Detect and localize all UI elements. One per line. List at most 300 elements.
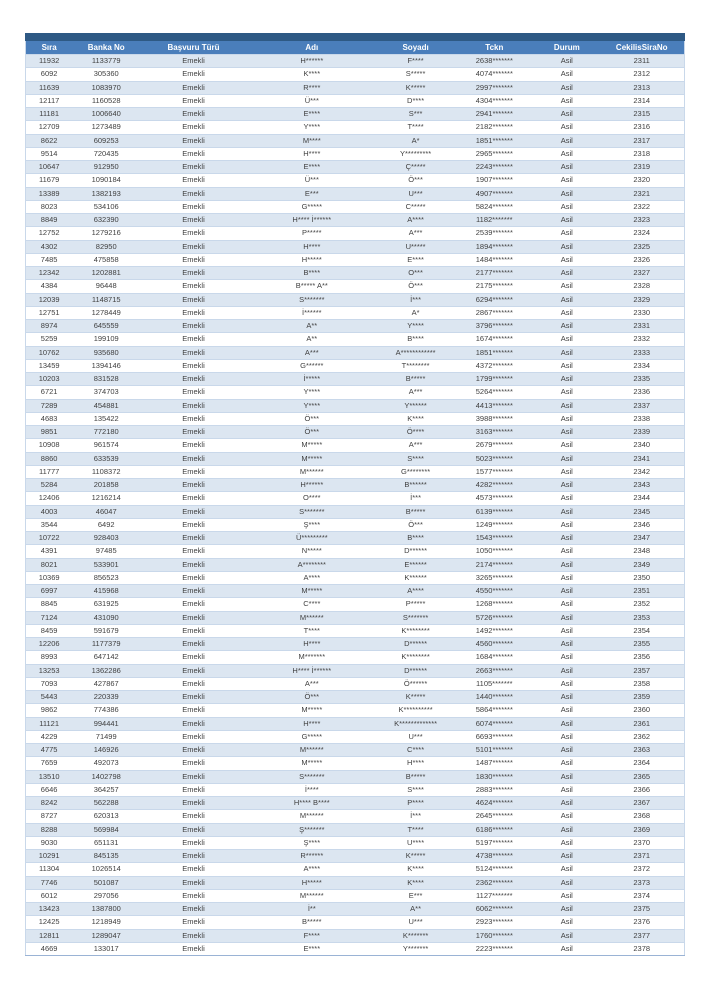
cell-cekilis-sira-no: 2364 bbox=[599, 757, 684, 770]
cell-cekilis-sira-no: 2320 bbox=[599, 174, 684, 187]
cell-adi: M****** bbox=[247, 611, 377, 624]
table-row bbox=[26, 532, 685, 545]
table-row bbox=[26, 320, 685, 333]
cell-adi: H**** B**** bbox=[247, 797, 377, 810]
cell-banka-no: 1273489 bbox=[72, 121, 140, 134]
table-row bbox=[26, 903, 685, 916]
cell-sira: 7093 bbox=[26, 677, 73, 690]
cell-tckn: 5264******* bbox=[454, 386, 534, 399]
cell-adi: B***** A** bbox=[247, 280, 377, 293]
cell-banka-no: 374703 bbox=[72, 386, 140, 399]
cell-adi: T**** bbox=[247, 624, 377, 637]
cell-banka-no: 82950 bbox=[72, 240, 140, 253]
cell-basvuru-turu: Emekli bbox=[140, 757, 247, 770]
cell-adi: Ö*** bbox=[247, 426, 377, 439]
cell-durum: Asil bbox=[534, 598, 599, 611]
cell-soyadi: K**** bbox=[377, 876, 455, 889]
cell-soyadi: A* bbox=[377, 306, 455, 319]
cell-sira: 5259 bbox=[26, 333, 73, 346]
cell-adi: S******* bbox=[247, 505, 377, 518]
cell-soyadi: A*** bbox=[377, 227, 455, 240]
cell-basvuru-turu: Emekli bbox=[140, 108, 247, 121]
cell-sira: 6012 bbox=[26, 889, 73, 902]
cell-soyadi: Ö*** bbox=[377, 174, 455, 187]
cell-sira: 13423 bbox=[26, 903, 73, 916]
table-row bbox=[26, 757, 685, 770]
cell-basvuru-turu: Emekli bbox=[140, 651, 247, 664]
cell-soyadi: K***** bbox=[377, 850, 455, 863]
cell-tckn: 1127******* bbox=[454, 889, 534, 902]
cell-sira: 8023 bbox=[26, 200, 73, 213]
cell-durum: Asil bbox=[534, 638, 599, 651]
cell-cekilis-sira-no: 2343 bbox=[599, 479, 684, 492]
cell-sira: 7659 bbox=[26, 757, 73, 770]
cell-durum: Asil bbox=[534, 134, 599, 147]
cell-soyadi: A*** bbox=[377, 439, 455, 452]
cell-durum: Asil bbox=[534, 757, 599, 770]
cell-tckn: 1105******* bbox=[454, 677, 534, 690]
cell-tckn: 4413******* bbox=[454, 399, 534, 412]
cell-basvuru-turu: Emekli bbox=[140, 492, 247, 505]
table-row bbox=[26, 585, 685, 598]
cell-banka-no: 534106 bbox=[72, 200, 140, 213]
cell-sira: 6646 bbox=[26, 783, 73, 796]
cell-soyadi: C**** bbox=[377, 744, 455, 757]
cell-cekilis-sira-no: 2335 bbox=[599, 373, 684, 386]
table-row bbox=[26, 770, 685, 783]
cell-adi: M****** bbox=[247, 744, 377, 757]
table-row bbox=[26, 134, 685, 147]
cell-basvuru-turu: Emekli bbox=[140, 426, 247, 439]
cell-banka-no: 492073 bbox=[72, 757, 140, 770]
cell-tckn: 2997******* bbox=[454, 81, 534, 94]
cell-durum: Asil bbox=[534, 479, 599, 492]
cell-tckn: 1268******* bbox=[454, 598, 534, 611]
cell-cekilis-sira-no: 2332 bbox=[599, 333, 684, 346]
cell-soyadi: A**** bbox=[377, 585, 455, 598]
cell-basvuru-turu: Emekli bbox=[140, 386, 247, 399]
cell-adi: M***** bbox=[247, 439, 377, 452]
cell-adi: C**** bbox=[247, 598, 377, 611]
cell-durum: Asil bbox=[534, 916, 599, 929]
cell-soyadi: A** bbox=[377, 903, 455, 916]
cell-sira: 8845 bbox=[26, 598, 73, 611]
cell-banka-no: 1218949 bbox=[72, 916, 140, 929]
table-row bbox=[26, 929, 685, 942]
cell-adi: M**** bbox=[247, 134, 377, 147]
cell-soyadi: S***** bbox=[377, 68, 455, 81]
cell-adi: H****** bbox=[247, 479, 377, 492]
cell-adi: B**** bbox=[247, 267, 377, 280]
table-row bbox=[26, 677, 685, 690]
table-row bbox=[26, 200, 685, 213]
cell-durum: Asil bbox=[534, 505, 599, 518]
cell-basvuru-turu: Emekli bbox=[140, 677, 247, 690]
cell-soyadi: S**** bbox=[377, 452, 455, 465]
results-table bbox=[25, 41, 685, 956]
cell-banka-no: 1216214 bbox=[72, 492, 140, 505]
cell-soyadi: B***** bbox=[377, 770, 455, 783]
table-row bbox=[26, 638, 685, 651]
cell-soyadi: O*** bbox=[377, 267, 455, 280]
cell-sira: 8242 bbox=[26, 797, 73, 810]
cell-tckn: 5726******* bbox=[454, 611, 534, 624]
cell-tckn: 6186******* bbox=[454, 823, 534, 836]
cell-tckn: 5101******* bbox=[454, 744, 534, 757]
cell-adi: Ö*** bbox=[247, 412, 377, 425]
cell-tckn: 2223******* bbox=[454, 942, 534, 955]
cell-tckn: 2175******* bbox=[454, 280, 534, 293]
cell-cekilis-sira-no: 2350 bbox=[599, 571, 684, 584]
cell-cekilis-sira-no: 2352 bbox=[599, 598, 684, 611]
column-header-cekilis-sira-no: CekilisSiraNo bbox=[599, 41, 684, 55]
cell-banka-no: 454881 bbox=[72, 399, 140, 412]
cell-sira: 9514 bbox=[26, 147, 73, 160]
cell-durum: Asil bbox=[534, 942, 599, 955]
table-row bbox=[26, 704, 685, 717]
cell-soyadi: Ö*** bbox=[377, 518, 455, 531]
cell-soyadi: K********** bbox=[377, 704, 455, 717]
cell-cekilis-sira-no: 2358 bbox=[599, 677, 684, 690]
cell-cekilis-sira-no: 2362 bbox=[599, 730, 684, 743]
cell-durum: Asil bbox=[534, 399, 599, 412]
cell-soyadi: P***** bbox=[377, 598, 455, 611]
cell-sira: 8727 bbox=[26, 810, 73, 823]
cell-durum: Asil bbox=[534, 94, 599, 107]
cell-basvuru-turu: Emekli bbox=[140, 532, 247, 545]
cell-sira: 4302 bbox=[26, 240, 73, 253]
cell-sira: 12751 bbox=[26, 306, 73, 319]
cell-cekilis-sira-no: 2336 bbox=[599, 386, 684, 399]
table-row bbox=[26, 558, 685, 571]
cell-cekilis-sira-no: 2345 bbox=[599, 505, 684, 518]
cell-sira: 8288 bbox=[26, 823, 73, 836]
cell-adi: R**** bbox=[247, 81, 377, 94]
cell-basvuru-turu: Emekli bbox=[140, 359, 247, 372]
table-row bbox=[26, 161, 685, 174]
cell-tckn: 2663******* bbox=[454, 664, 534, 677]
cell-banka-no: 1026514 bbox=[72, 863, 140, 876]
cell-basvuru-turu: Emekli bbox=[140, 691, 247, 704]
cell-cekilis-sira-no: 2317 bbox=[599, 134, 684, 147]
cell-cekilis-sira-no: 2325 bbox=[599, 240, 684, 253]
cell-soyadi: G******** bbox=[377, 465, 455, 478]
cell-tckn: 1851******* bbox=[454, 134, 534, 147]
table-row bbox=[26, 518, 685, 531]
cell-adi: K**** bbox=[247, 68, 377, 81]
cell-banka-no: 305360 bbox=[72, 68, 140, 81]
column-header-basvuru-turu: Başvuru Türü bbox=[140, 41, 247, 55]
cell-tckn: 6294******* bbox=[454, 293, 534, 306]
cell-banka-no: 632390 bbox=[72, 214, 140, 227]
cell-soyadi: D****** bbox=[377, 638, 455, 651]
cell-banka-no: 1006640 bbox=[72, 108, 140, 121]
cell-durum: Asil bbox=[534, 214, 599, 227]
table-row bbox=[26, 386, 685, 399]
cell-durum: Asil bbox=[534, 518, 599, 531]
table-row bbox=[26, 611, 685, 624]
cell-adi: N***** bbox=[247, 545, 377, 558]
cell-soyadi: Y********* bbox=[377, 147, 455, 160]
cell-cekilis-sira-no: 2372 bbox=[599, 863, 684, 876]
cell-sira: 4683 bbox=[26, 412, 73, 425]
table-row bbox=[26, 664, 685, 677]
cell-tckn: 2679******* bbox=[454, 439, 534, 452]
cell-tckn: 1894******* bbox=[454, 240, 534, 253]
cell-tckn: 4550******* bbox=[454, 585, 534, 598]
cell-basvuru-turu: Emekli bbox=[140, 333, 247, 346]
cell-sira: 12117 bbox=[26, 94, 73, 107]
cell-sira: 4669 bbox=[26, 942, 73, 955]
cell-adi: Y**** bbox=[247, 121, 377, 134]
cell-soyadi: C***** bbox=[377, 200, 455, 213]
cell-sira: 11121 bbox=[26, 717, 73, 730]
cell-basvuru-turu: Emekli bbox=[140, 598, 247, 611]
cell-cekilis-sira-no: 2361 bbox=[599, 717, 684, 730]
cell-soyadi: S*** bbox=[377, 108, 455, 121]
cell-sira: 8021 bbox=[26, 558, 73, 571]
cell-tckn: 1543******* bbox=[454, 532, 534, 545]
cell-banka-no: 935680 bbox=[72, 346, 140, 359]
cell-banka-no: 1362286 bbox=[72, 664, 140, 677]
cell-cekilis-sira-no: 2340 bbox=[599, 439, 684, 452]
cell-tckn: 4304******* bbox=[454, 94, 534, 107]
cell-basvuru-turu: Emekli bbox=[140, 214, 247, 227]
cell-sira: 8974 bbox=[26, 320, 73, 333]
cell-adi: E*** bbox=[247, 187, 377, 200]
table-header bbox=[26, 41, 685, 55]
cell-cekilis-sira-no: 2339 bbox=[599, 426, 684, 439]
table-row bbox=[26, 293, 685, 306]
table-row bbox=[26, 412, 685, 425]
cell-soyadi: K******** bbox=[377, 651, 455, 664]
cell-basvuru-turu: Emekli bbox=[140, 267, 247, 280]
column-header-adi: Adı bbox=[247, 41, 377, 55]
cell-basvuru-turu: Emekli bbox=[140, 293, 247, 306]
table-row bbox=[26, 214, 685, 227]
cell-basvuru-turu: Emekli bbox=[140, 585, 247, 598]
cell-sira: 4391 bbox=[26, 545, 73, 558]
table-row bbox=[26, 108, 685, 121]
cell-adi: Ş**** bbox=[247, 836, 377, 849]
cell-banka-no: 1279216 bbox=[72, 227, 140, 240]
cell-durum: Asil bbox=[534, 306, 599, 319]
table-row bbox=[26, 68, 685, 81]
cell-sira: 4003 bbox=[26, 505, 73, 518]
table-row bbox=[26, 797, 685, 810]
cell-soyadi: K***** bbox=[377, 691, 455, 704]
column-header-sira: Sıra bbox=[26, 41, 73, 55]
cell-adi: M****** bbox=[247, 465, 377, 478]
cell-banka-no: 1133779 bbox=[72, 55, 140, 68]
table-row bbox=[26, 121, 685, 134]
cell-basvuru-turu: Emekli bbox=[140, 200, 247, 213]
cell-sira: 13253 bbox=[26, 664, 73, 677]
cell-adi: A*** bbox=[247, 677, 377, 690]
cell-cekilis-sira-no: 2368 bbox=[599, 810, 684, 823]
cell-soyadi: E**** bbox=[377, 253, 455, 266]
table-row bbox=[26, 479, 685, 492]
column-header-tckn: Tckn bbox=[454, 41, 534, 55]
cell-basvuru-turu: Emekli bbox=[140, 797, 247, 810]
cell-banka-no: 1394146 bbox=[72, 359, 140, 372]
cell-banka-no: 1148715 bbox=[72, 293, 140, 306]
cell-durum: Asil bbox=[534, 439, 599, 452]
cell-tckn: 4573******* bbox=[454, 492, 534, 505]
cell-durum: Asil bbox=[534, 611, 599, 624]
cell-cekilis-sira-no: 2316 bbox=[599, 121, 684, 134]
table-row bbox=[26, 227, 685, 240]
cell-basvuru-turu: Emekli bbox=[140, 479, 247, 492]
cell-soyadi: U*** bbox=[377, 730, 455, 743]
cell-cekilis-sira-no: 2334 bbox=[599, 359, 684, 372]
cell-cekilis-sira-no: 2346 bbox=[599, 518, 684, 531]
cell-sira: 9030 bbox=[26, 836, 73, 849]
cell-banka-no: 1387800 bbox=[72, 903, 140, 916]
cell-sira: 10762 bbox=[26, 346, 73, 359]
cell-adi: M****** bbox=[247, 889, 377, 902]
cell-sira: 12039 bbox=[26, 293, 73, 306]
cell-tckn: 1492******* bbox=[454, 624, 534, 637]
cell-adi: Ü*** bbox=[247, 94, 377, 107]
cell-tckn: 1907******* bbox=[454, 174, 534, 187]
cell-tckn: 5023******* bbox=[454, 452, 534, 465]
cell-soyadi: U*** bbox=[377, 187, 455, 200]
cell-sira: 11932 bbox=[26, 55, 73, 68]
cell-basvuru-turu: Emekli bbox=[140, 320, 247, 333]
cell-basvuru-turu: Emekli bbox=[140, 903, 247, 916]
cell-adi: Ş**** bbox=[247, 518, 377, 531]
cell-basvuru-turu: Emekli bbox=[140, 624, 247, 637]
cell-banka-no: 720435 bbox=[72, 147, 140, 160]
cell-durum: Asil bbox=[534, 889, 599, 902]
cell-banka-no: 647142 bbox=[72, 651, 140, 664]
cell-cekilis-sira-no: 2324 bbox=[599, 227, 684, 240]
cell-soyadi: S**** bbox=[377, 783, 455, 796]
cell-sira: 10291 bbox=[26, 850, 73, 863]
cell-cekilis-sira-no: 2314 bbox=[599, 94, 684, 107]
cell-sira: 6721 bbox=[26, 386, 73, 399]
cell-soyadi: A************ bbox=[377, 346, 455, 359]
cell-banka-no: 133017 bbox=[72, 942, 140, 955]
cell-cekilis-sira-no: 2374 bbox=[599, 889, 684, 902]
cell-sira: 4384 bbox=[26, 280, 73, 293]
cell-tckn: 2182******* bbox=[454, 121, 534, 134]
cell-adi: Ü*** bbox=[247, 174, 377, 187]
cell-banka-no: 620313 bbox=[72, 810, 140, 823]
cell-durum: Asil bbox=[534, 770, 599, 783]
cell-durum: Asil bbox=[534, 147, 599, 160]
cell-basvuru-turu: Emekli bbox=[140, 571, 247, 584]
cell-banka-no: 772180 bbox=[72, 426, 140, 439]
cell-sira: 12752 bbox=[26, 227, 73, 240]
cell-banka-no: 201858 bbox=[72, 479, 140, 492]
cell-tckn: 2923******* bbox=[454, 916, 534, 929]
cell-adi: M***** bbox=[247, 452, 377, 465]
cell-sira: 12425 bbox=[26, 916, 73, 929]
cell-durum: Asil bbox=[534, 797, 599, 810]
cell-banka-no: 928403 bbox=[72, 532, 140, 545]
cell-basvuru-turu: Emekli bbox=[140, 253, 247, 266]
table-row bbox=[26, 876, 685, 889]
cell-basvuru-turu: Emekli bbox=[140, 889, 247, 902]
cell-soyadi: U**** bbox=[377, 836, 455, 849]
cell-soyadi: D****** bbox=[377, 664, 455, 677]
cell-sira: 5443 bbox=[26, 691, 73, 704]
cell-cekilis-sira-no: 2318 bbox=[599, 147, 684, 160]
table-row bbox=[26, 81, 685, 94]
cell-basvuru-turu: Emekli bbox=[140, 611, 247, 624]
cell-banka-no: 631925 bbox=[72, 598, 140, 611]
cell-sira: 10908 bbox=[26, 439, 73, 452]
table-row bbox=[26, 465, 685, 478]
cell-tckn: 4282******* bbox=[454, 479, 534, 492]
cell-adi: O**** bbox=[247, 492, 377, 505]
cell-durum: Asil bbox=[534, 373, 599, 386]
cell-basvuru-turu: Emekli bbox=[140, 55, 247, 68]
cell-banka-no: 533901 bbox=[72, 558, 140, 571]
cell-banka-no: 562288 bbox=[72, 797, 140, 810]
cell-soyadi: K**** bbox=[377, 863, 455, 876]
table-row bbox=[26, 174, 685, 187]
table-row bbox=[26, 836, 685, 849]
cell-durum: Asil bbox=[534, 320, 599, 333]
cell-banka-no: 569984 bbox=[72, 823, 140, 836]
cell-adi: A** bbox=[247, 333, 377, 346]
cell-sira: 8622 bbox=[26, 134, 73, 147]
cell-basvuru-turu: Emekli bbox=[140, 94, 247, 107]
cell-durum: Asil bbox=[534, 452, 599, 465]
cell-durum: Asil bbox=[534, 863, 599, 876]
cell-durum: Asil bbox=[534, 386, 599, 399]
cell-adi: M******* bbox=[247, 651, 377, 664]
cell-basvuru-turu: Emekli bbox=[140, 280, 247, 293]
cell-adi: B***** bbox=[247, 916, 377, 929]
cell-basvuru-turu: Emekli bbox=[140, 465, 247, 478]
cell-soyadi: A* bbox=[377, 134, 455, 147]
table-row bbox=[26, 942, 685, 955]
column-header-soyadi: Soyadı bbox=[377, 41, 455, 55]
cell-banka-no: 71499 bbox=[72, 730, 140, 743]
cell-cekilis-sira-no: 2378 bbox=[599, 942, 684, 955]
cell-tckn: 3988******* bbox=[454, 412, 534, 425]
cell-soyadi: P**** bbox=[377, 797, 455, 810]
cell-durum: Asil bbox=[534, 730, 599, 743]
cell-soyadi: K******** bbox=[377, 624, 455, 637]
cell-tckn: 3265******* bbox=[454, 571, 534, 584]
cell-cekilis-sira-no: 2360 bbox=[599, 704, 684, 717]
cell-sira: 8849 bbox=[26, 214, 73, 227]
cell-tckn: 1684******* bbox=[454, 651, 534, 664]
cell-cekilis-sira-no: 2344 bbox=[599, 492, 684, 505]
cell-durum: Asil bbox=[534, 68, 599, 81]
cell-adi: E**** bbox=[247, 108, 377, 121]
table-row bbox=[26, 492, 685, 505]
cell-sira: 7289 bbox=[26, 399, 73, 412]
cell-banka-no: 1083970 bbox=[72, 81, 140, 94]
table-row bbox=[26, 571, 685, 584]
cell-tckn: 1760******* bbox=[454, 929, 534, 942]
cell-soyadi: B***** bbox=[377, 505, 455, 518]
cell-sira: 12342 bbox=[26, 267, 73, 280]
cell-cekilis-sira-no: 2363 bbox=[599, 744, 684, 757]
cell-cekilis-sira-no: 2366 bbox=[599, 783, 684, 796]
cell-durum: Asil bbox=[534, 717, 599, 730]
cell-adi: İ***** bbox=[247, 373, 377, 386]
cell-cekilis-sira-no: 2359 bbox=[599, 691, 684, 704]
cell-sira: 12206 bbox=[26, 638, 73, 651]
cell-soyadi: B**** bbox=[377, 333, 455, 346]
